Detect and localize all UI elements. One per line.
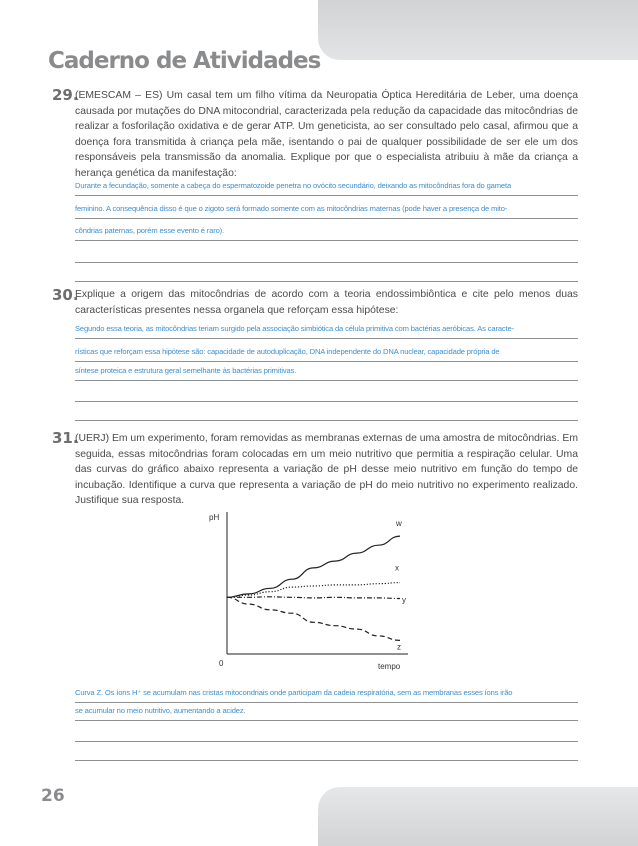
page-header-title: Caderno de Atividades — [48, 48, 321, 74]
series-line-w — [227, 536, 400, 597]
answer-line: rísticas que reforçam essa hipótese são: capacidade de autoduplicação, DNA independente do DNA nuclear, capacidade própria de — [75, 343, 578, 362]
answer-line: côndrias paternas, porém esse evento é raro). — [75, 222, 578, 241]
question-number: 29. — [52, 86, 79, 104]
ph-time-chart — [200, 508, 420, 674]
answer-line: síntese proteica e estrutura geral semelhante às bactérias primitivas. — [75, 362, 578, 381]
answer-line — [75, 742, 578, 761]
question-text: (UERJ) Em um experimento, foram removidas as membranas externas de uma amostra de mitocôndrias. Em seguida, essas mitocôndrias foram colocadas em um meio nutritivo que permitia a respiração celular. Uma das curvas do gráfico abaixo representa a variação de pH desse meio nutritivo em função do tempo de incubação. Identifique a curva que representa a variação de pH do meio nutritivo no experimento realizado. Justifique sua resposta. — [75, 433, 578, 507]
series-label-z: z — [397, 642, 401, 652]
answer-line: se acumular no meio nutritivo, aumentando a acidez. — [75, 702, 578, 721]
question-text: (EMESCAM – ES) Um casal tem um filho vítima da Neuropatia Óptica Hereditária de Leber, uma doença causada por mutações do DNA mitocondrial, caracterizada pela redução da capacidade das mitocôndrias de realizar a fosforilação oxidativa e de gerar ATP. Um geneticista, ao ser consultado pelo casal, afirmou que a doença fora transmitida à criança pela mãe, isentando o pai de qualquer possibilidade de ser ele um dos responsáveis pela transmissão da anomalia. Explique por que o especialista atribuiu à mãe da criança a herança genética da manifestação: — [75, 90, 578, 179]
answer-line: Durante a fecundação, somente a cabeça do espermatozoide penetra no ovócito secundário, deixando as mitocôndrias fora do gameta — [75, 177, 578, 196]
series-line-y — [227, 597, 400, 599]
y-axis-label: pH — [209, 513, 220, 522]
answer-line — [75, 723, 578, 742]
series-label-w: w — [396, 519, 402, 529]
answer-line — [75, 383, 578, 402]
series-line-z — [227, 597, 400, 640]
header-corner-decoration — [318, 0, 638, 60]
series-line-x — [227, 583, 400, 598]
footer-corner-decoration — [318, 787, 638, 846]
page-number: 26 — [41, 786, 65, 806]
answer-line — [75, 244, 578, 263]
answer-line — [75, 263, 578, 282]
question-number: 31. — [52, 429, 79, 447]
answer-line: Curva Z. Os íons H⁺ se acumulam nas cristas mitocondriais onde participam da cadeia respiratória, sem as membranas esses íons irão — [75, 684, 578, 703]
origin-label: 0 — [219, 659, 224, 668]
series-label-y: y — [402, 595, 406, 605]
answer-line — [75, 402, 578, 421]
series-label-x: x — [395, 563, 399, 573]
answer-line: feminino. A consequência disso é que o zigoto será formado somente com as mitocôndrias maternas (pode haver a presença de mito- — [75, 200, 578, 219]
answer-line: Segundo essa teoria, as mitocôndrias teriam surgido pela associação simbiótica da célula primitiva com bactérias aeróbicas. As caracte- — [75, 320, 578, 339]
question-text: Explique a origem das mitocôndrias de acordo com a teoria endossimbiôntica e cite pelo menos duas características presentes nessa organela que reforçam essa hipótese: — [75, 289, 578, 316]
x-axis-label: tempo — [378, 662, 401, 671]
question-number: 30. — [52, 286, 79, 304]
